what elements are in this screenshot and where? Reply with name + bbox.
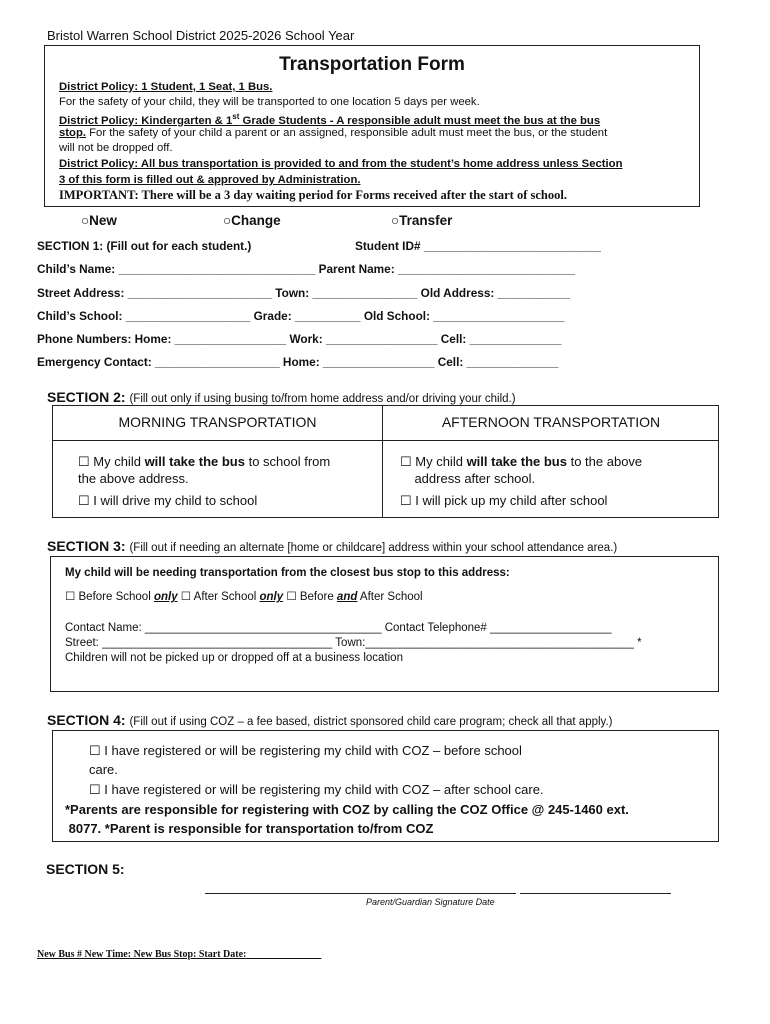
section5-title: SECTION 5:	[46, 861, 125, 877]
option-new-radio[interactable]: ○New	[81, 213, 117, 228]
policy-box	[44, 45, 700, 207]
important-notice: IMPORTANT: There will be a 3 day waiting period for Forms received after the start of school.	[59, 188, 567, 202]
section1-title: SECTION 1: (Fill out for each student.)	[37, 239, 252, 253]
business-location-note: Children will not be picked up or dropped off at a business location	[65, 652, 403, 664]
section3-schedule-options[interactable]: ☐ Before School only ☐ After School only ☐ Before and After School	[65, 591, 423, 603]
policy-2-text-cont: will not be dropped off.	[59, 142, 173, 154]
coz-before-checkbox[interactable]: ☐ I have registered or will be registering my child with COZ – before school care.	[89, 743, 522, 777]
child-school-row[interactable]: Child’s School: ___________________ Grade: __________ Old School: ____________________	[37, 309, 565, 323]
coz-after-checkbox[interactable]: ☐ I have registered or will be registering my child with COZ – after school care.	[89, 782, 544, 797]
street-address-row[interactable]: Street Address: ______________________ Town: ________________ Old Address: ___________	[37, 286, 570, 300]
street-town-field[interactable]: Street: ____________________________________ Town:__________________________________________ *	[65, 637, 642, 649]
child-name-row[interactable]: Child’s Name: ______________________________ Parent Name: ___________________________	[37, 262, 576, 276]
option-transfer-radio[interactable]: ○Transfer	[391, 213, 453, 228]
morning-bus-checkbox[interactable]: ☐ My child will take the bus to school from the above address.	[78, 454, 331, 486]
section2-table	[52, 405, 719, 518]
section3-box	[50, 556, 719, 692]
afternoon-header: AFTERNOON TRANSPORTATION	[441, 414, 661, 430]
morning-header: MORNING TRANSPORTATION	[118, 414, 317, 430]
section3-title: SECTION 3: (Fill out if needing an alternate [home or childcare] address within your school attendance area.)	[47, 538, 618, 554]
signature-label: Parent/Guardian Signature Date	[366, 897, 495, 907]
policy-2-text: stop. For the safety of your child a parent or an assigned, responsible adult must meet the bus, or the student	[59, 127, 608, 139]
contact-name-field[interactable]: Contact Name: _____________________________________ Contact Telephone# ___________________	[65, 622, 612, 634]
morning-drive-checkbox[interactable]: ☐ I will drive my child to school	[78, 493, 258, 508]
section3-lead: My child will be needing transportation from the closest bus stop to this address:	[65, 567, 510, 579]
afternoon-pickup-checkbox[interactable]: ☐ I will pick up my child after school	[400, 493, 608, 508]
afternoon-bus-checkbox[interactable]: ☐ My child will take the bus to the above address after school.	[400, 454, 643, 486]
emergency-contact-row[interactable]: Emergency Contact: ___________________ Home: _________________ Cell: ______________	[37, 355, 559, 369]
date-line[interactable]	[520, 893, 671, 894]
section4-title: SECTION 4: (Fill out if using COZ – a fee based, district sponsored child care program; check all that apply.)	[47, 712, 613, 728]
district-header: Bristol Warren School District 2025-2026 School Year	[47, 28, 355, 43]
office-use-footer: New Bus # New Time: New Bus Stop: Start Date:	[37, 949, 247, 960]
policy-3-heading-cont: 3 of this form is filled out & approved by Administration.	[59, 174, 361, 186]
student-id-field[interactable]: Student ID# ___________________________	[355, 239, 601, 253]
policy-3-heading: District Policy: All bus transportation is provided to and from the student’s home address unless Section	[59, 158, 623, 170]
phone-numbers-row[interactable]: Phone Numbers: Home: _________________ Work: _________________ Cell: ______________	[37, 332, 562, 346]
option-change-radio[interactable]: ○Change	[223, 213, 281, 228]
policy-1-heading: District Policy: 1 Student, 1 Seat, 1 Bus.	[59, 81, 273, 93]
signature-line[interactable]	[205, 893, 516, 894]
coz-registration-note: *Parents are responsible for registering with COZ by calling the COZ Office @ 245-1460 ext. 8077. *Parent is responsible for transportation to/from COZ	[65, 802, 629, 836]
policy-1-text: For the safety of your child, they will be transported to one location 5 days per week.	[59, 96, 480, 108]
section4-box	[52, 730, 719, 842]
form-title: Transportation Form	[279, 54, 465, 75]
policy-2-heading: District Policy: Kindergarten & 1st Grade Students - A responsible adult must meet the bus at the bus	[59, 112, 601, 127]
section2-title: SECTION 2: (Fill out only if using busing to/from home address and/or driving your child.)	[47, 389, 516, 405]
